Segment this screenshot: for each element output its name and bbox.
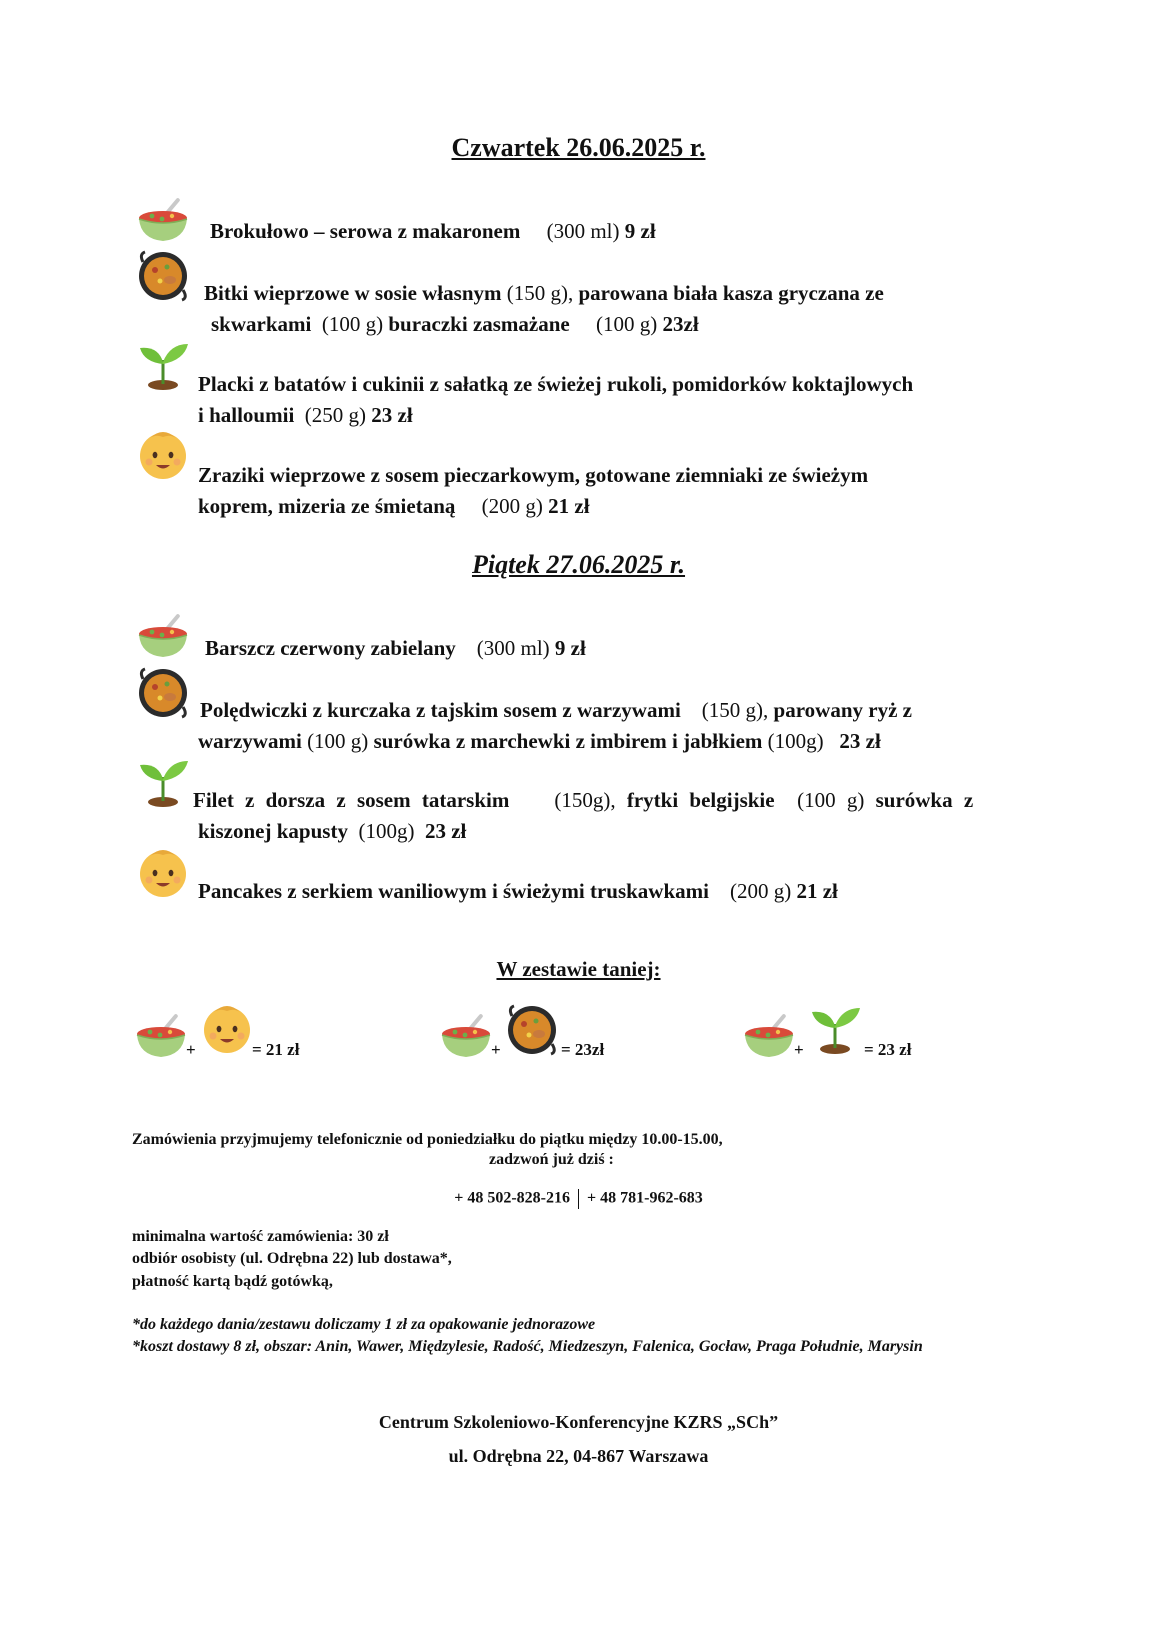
payment-info: płatność kartą bądź gotówką, [132, 1273, 333, 1290]
soup-bowl-icon [439, 1010, 493, 1064]
phone-separator [578, 1189, 579, 1209]
soup-bowl-icon [136, 194, 190, 248]
phone-link-2[interactable]: + 48 781-962-683 [587, 1189, 703, 1207]
seedling-icon [808, 1002, 862, 1056]
combo-soup-veg [742, 1002, 942, 1062]
combo-price: = 23zł [561, 1040, 605, 1059]
min-order: minimalna wartość zamówienia: 30 zł [132, 1228, 389, 1245]
soup-bowl-icon [136, 610, 190, 664]
plus-sign: + [186, 1040, 196, 1059]
combo-soup-kids [134, 1002, 334, 1062]
seedling-icon [136, 338, 190, 392]
dish-friday-main2: Filet z dorsza z sosem tatarskim (150g), frytki belgijskie (100 g) surówka z kiszonej kapusty (100g) 23 zł [193, 788, 974, 843]
dish-friday-kids: Pancakes z serkiem waniliowym i świeżymi truskawkami (200 g) 21 zł [198, 879, 838, 903]
baby-face-icon [200, 1002, 254, 1056]
combo-soup-main [439, 1002, 639, 1062]
soup-bowl-icon [742, 1010, 796, 1064]
combo-price: = 23 zł [864, 1040, 912, 1059]
plus-sign: + [794, 1040, 804, 1059]
dish-friday-soup: Barszcz czerwony zabielany (300 ml) 9 zł [205, 636, 586, 660]
delivery-note: *koszt dostawy 8 zł, obszar: Anin, Wawer, Międzylesie, Radość, Miedzeszyn, Falenica, Gocław, Praga Południe, Marysin [132, 1338, 923, 1355]
packaging-note: *do każdego dania/zestawu doliczamy 1 zł za opakowanie jednorazowe [132, 1316, 596, 1333]
baby-face-icon [136, 428, 190, 482]
paella-pan-icon [505, 1002, 559, 1056]
dish-thursday-main2: Placki z batatów i cukinii z sałatką ze świeżej rukoli, pomidorków koktajlowych i halloumii (250 g) 23 zł [198, 372, 914, 427]
footer-company: Centrum Szkoleniowo-Konferencyjne KZRS „SCh” [378, 1412, 779, 1432]
day-title-thursday: Czwartek 26.06.2025 r. [451, 133, 706, 162]
dish-thursday-kids: Zraziki wieprzowe z sosem pieczarkowym, gotowane ziemniaki ze świeżym koprem, mizeria ze śmietaną (200 g) 21 zł [198, 463, 869, 518]
day-title-friday: Piątek 27.06.2025 r. [471, 550, 686, 579]
pickup-info: odbiór osobisty (ul. Odrębna 22) lub dostawa*, [132, 1250, 452, 1267]
plus-sign: + [491, 1040, 501, 1059]
dish-thursday-soup: Brokułowo – serowa z makaronem (300 ml) 9 zł [210, 219, 656, 243]
paella-pan-icon [136, 665, 190, 719]
phone-numbers [0, 1189, 1157, 1209]
paella-pan-icon [136, 248, 190, 302]
baby-face-icon [136, 846, 190, 900]
soup-bowl-icon [134, 1010, 188, 1064]
dish-friday-main1: Polędwiczki z kurczaka z tajskim sosem z warzywami (150 g), parowany ryż z warzywami (100 g) surówka z marchewki z imbirem i jabłkiem (100g) 23 zł [198, 698, 912, 753]
combo-price: = 21 zł [252, 1040, 300, 1059]
dish-thursday-main1: Bitki wieprzowe w sosie własnym (150 g), parowana biała kasza gryczana ze skwarkami (100 g) buraczki zasmażane (100 g) 23zł [204, 281, 884, 336]
seedling-icon [136, 755, 190, 809]
call-text: zadzwoń już dziś : [489, 1151, 614, 1168]
footer-address: ul. Odrębna 22, 04-867 Warszawa [448, 1446, 709, 1466]
sets-title: W zestawie taniej: [496, 957, 661, 981]
phone-link-1[interactable]: + 48 502-828-216 [454, 1189, 570, 1207]
orders-info: Zamówienia przyjmujemy telefonicznie od poniedziałku do piątku między 10.00-15.00, [132, 1131, 723, 1148]
